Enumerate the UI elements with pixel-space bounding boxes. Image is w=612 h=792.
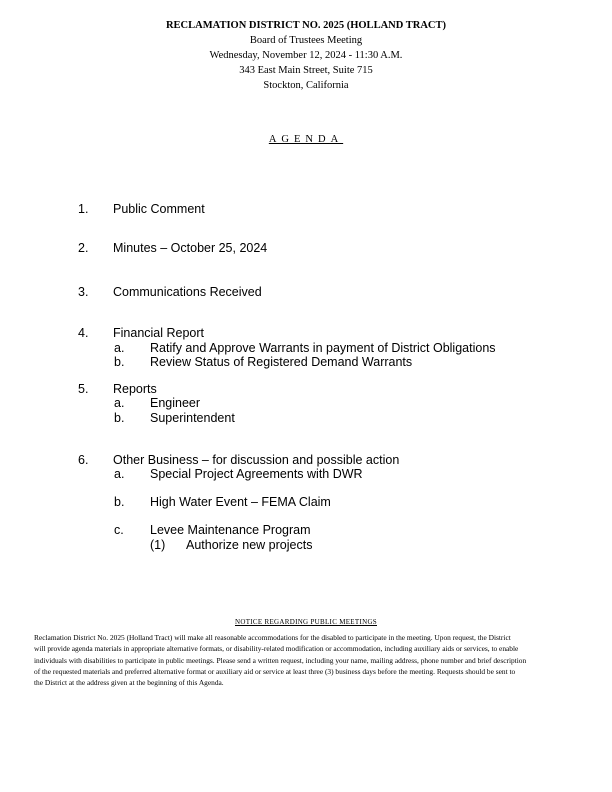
- item-text: Financial Report: [113, 326, 205, 340]
- subitem-text: Levee Maintenance Program: [150, 523, 311, 537]
- meeting-address: 343 East Main Street, Suite 715: [239, 65, 373, 76]
- subitem-letter: a.: [114, 396, 125, 410]
- subsubitem-number: (1): [150, 538, 166, 552]
- item-number: 2.: [78, 241, 89, 255]
- subitem-text: Special Project Agreements with DWR: [150, 467, 363, 481]
- item-text: Reports: [113, 382, 157, 396]
- subitem-letter: a.: [114, 467, 125, 481]
- notice-body: [34, 632, 604, 688]
- district-name: RECLAMATION DISTRICT NO. 2025 (HOLLAND TRACT): [165, 20, 447, 31]
- subitem-text: Engineer: [150, 396, 201, 410]
- notice-line: individuals with disabilities to participate in public meetings. Please send a written request, including your name, mailing address, phone number and brief description: [34, 655, 527, 665]
- notice-line: will provide agenda materials in appropriate alternative formats, or disability-related modification or accommodation, including auxiliary aids or services, to enable: [34, 644, 519, 654]
- notice-title: NOTICE REGARDING PUBLIC MEETINGS: [234, 618, 377, 626]
- notice-line: the District at the address given at the beginning of this Agenda.: [34, 678, 224, 688]
- notice-line: of the requested materials and preferred alternative format or auxiliary aid or service at least three (3) business days before the meeting. Requests should be sent to: [34, 666, 516, 676]
- meeting-name: Board of Trustees Meeting: [249, 35, 363, 46]
- subitem-text: Ratify and Approve Warrants in payment of District Obligations: [150, 341, 496, 355]
- item-text: Minutes – October 25, 2024: [113, 241, 268, 255]
- meeting-city: Stockton, California: [263, 80, 349, 91]
- subitem-letter: b.: [114, 355, 125, 369]
- subitem-text: High Water Event – FEMA Claim: [150, 495, 331, 509]
- item-number: 6.: [78, 453, 89, 467]
- subitem-text: Superintendent: [150, 411, 235, 425]
- meeting-datetime: Wednesday, November 12, 2024 - 11:30 A.M.: [209, 50, 403, 61]
- item-number: 3.: [78, 285, 89, 299]
- subitem-letter: b.: [114, 411, 125, 425]
- item-number: 1.: [78, 202, 89, 216]
- subsubitem-text: Authorize new projects: [186, 538, 313, 552]
- agenda-title: AGENDA: [268, 134, 344, 145]
- agenda-header: [0, 18, 612, 93]
- subitem-letter: c.: [114, 523, 124, 537]
- subitem-letter: a.: [114, 341, 125, 355]
- subitem-letter: b.: [114, 495, 125, 509]
- notice-line: Reclamation District No. 2025 (Holland Tract) will make all reasonable accommodations for the disabled to participate in the meeting. Upon request, the District: [34, 633, 511, 642]
- item-number: 5.: [78, 382, 89, 396]
- subitem-text: Review Status of Registered Demand Warrants: [150, 355, 413, 369]
- item-text: Communications Received: [113, 285, 262, 299]
- item-text: Public Comment: [113, 202, 205, 216]
- item-text: Other Business – for discussion and possible action: [113, 453, 400, 467]
- item-number: 4.: [78, 326, 89, 340]
